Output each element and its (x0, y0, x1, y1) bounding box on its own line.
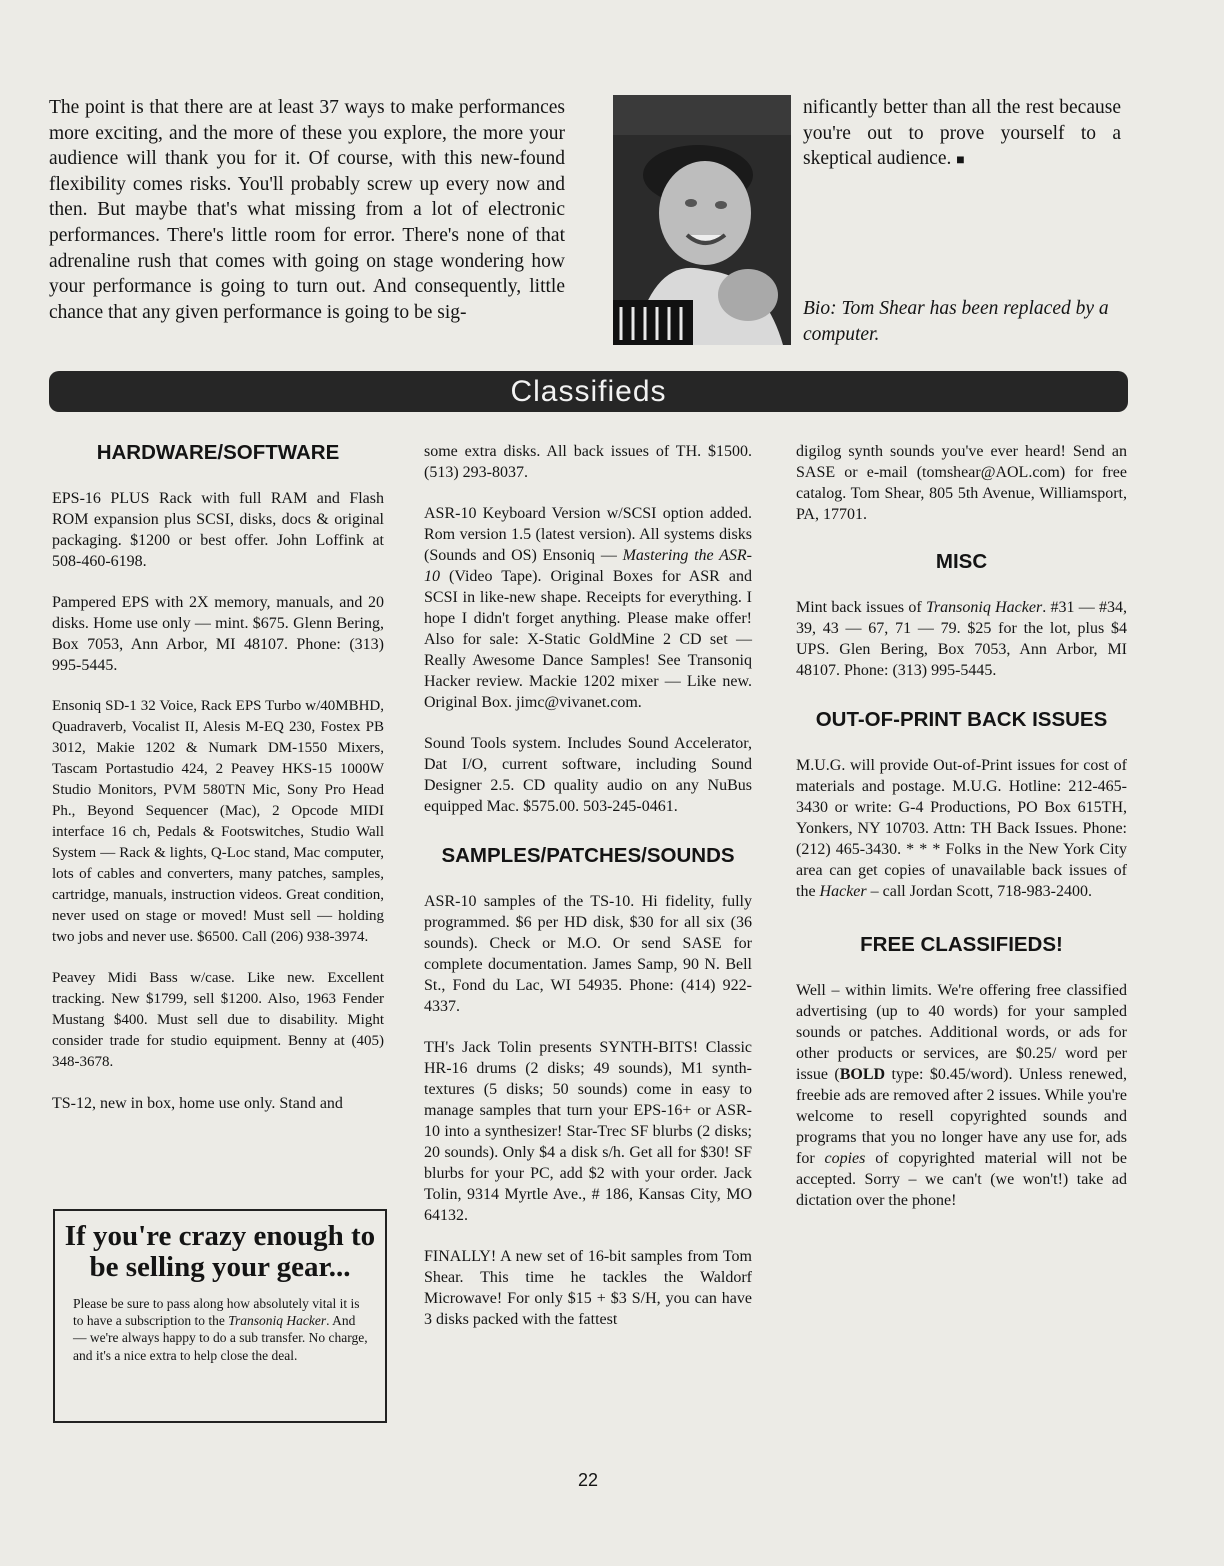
classified-ad: ASR-10 samples of the TS-10. Hi fidelity, fully programmed. $6 per HD disk, $30 for all six (36 sounds). Check or M.O. Or send SASE for complete documentation. James Samp, 90 N. Bell St., Fond du Lac, WI 54935. Phone: (414) 922-4337. (424, 893, 752, 1015)
free-text-a: Well – within limits. We're offering free classified advertising (up to 40 words) for your sampled sounds or patches. Additional words, or ads for other products or services, are $0.25/ word per issue ( (796, 982, 1127, 1083)
classified-ad (796, 755, 1127, 902)
heading-out-of-print: OUT-OF-PRINT BACK ISSUES (815, 708, 1108, 731)
heading-misc: MISC (935, 550, 988, 573)
classified-ad: FINALLY! A new set of 16-bit samples from Tom Shear. This time he tackles the Waldorf Microwave! For only $15 + $3 S/H, you can have 3 disks packed with the fattest (424, 1248, 752, 1328)
oop-text-a: M.U.G. will provide Out-of-Print issues for cost of materials and postage. M.U.G. Hotline: 212-465-3430 or write: G-4 Productions, PO Box 615TH, Yonkers, NY 10703. Attn: TH Back Issues. Phone: (212) 465-3430. * * * Folks in the New York City area can get copies of unavailable back issues of the (796, 757, 1127, 900)
free-text-italic: copies (824, 1150, 866, 1167)
free-text-b: type: $0.45/word). Unless renewed, freebie ads are removed after 2 issues. While you're welcome to resell copyrighted sounds and programs that you no longer have any use for, ads for (796, 1066, 1128, 1167)
box-text-b: . And — we're always happy to do a sub transfer. No charge, and it's a nice extra to help close the deal. (73, 1313, 368, 1363)
selling-gear-title: If you're crazy enough to be selling your gear... (64, 1220, 376, 1283)
oop-text-b: – call Jordan Scott, 718-983-2400. (866, 883, 1092, 900)
selling-gear-box (53, 1209, 387, 1423)
asr-text-a: ASR-10 Keyboard Version w/SCSI option added. Rom version 1.5 (latest version). All systems disks (Sounds and OS) Ensoniq — (424, 505, 752, 564)
free-text-c: of copyrighted material will not be accepted. Sorry – we can't (we won't!) take ad dictation over the phone! (796, 1150, 1127, 1209)
misc-text-a: Mint back issues of (796, 599, 926, 616)
classified-ad: Ensoniq SD-1 32 Voice, Rack EPS Turbo w/40MBHD, Quadraverb, Vocalist II, Alesis M-EQ 230, Fostex PB 3012, Makie 1202 & Numark DM-1550 Mixers, Tascam Portastudio 424, 2 Peavey HKS-15 1000W Studio Monitors, PVM 580TN Mic, Sony Pro Head Ph., Beyond Sequencer (Mac), 2 Opcode MIDI interface 16 ch, Pedals & Footswitches, Studio Wall System — Rack & lights, Q-Loc stand, Mac computer, lots of cables and converters, many patches, samples, cartridge, manuals, instruction videos. Great condition, never used on stage or moved! Must sell — holding two jobs and never use. $6500. Call (206) 938-3974. (52, 698, 384, 945)
box-text-italic: Transoniq Hacker (228, 1313, 327, 1329)
asr-text-b: (Video Tape). Original Boxes for ASR and SCSI in like-new shape. Receipts for everything. I hope I didn't forget anything. Please make offer! Also for sale: X-Static GoldMine 2 CD set — Really Awesome Dance Samples! See Transoniq Hacker review. Mackie 1202 mixer — Like new. Original Box. jimc@vivanet.com. (424, 568, 752, 711)
classifieds-banner: Classifieds (49, 371, 1128, 412)
intro-continuation (803, 95, 1121, 174)
classified-ad: Peavey Midi Bass w/case. Like new. Excellent tracking. New $1799, sell $1200. Also, 1963 Fender Mustang $400. Must sell due to disability. Might consider trade for studio equipment. Benny at (405) 348-3678. (52, 970, 384, 1070)
author-photo (613, 95, 791, 345)
misc-text-italic: Transoniq Hacker (925, 599, 1043, 616)
classified-ad (424, 503, 752, 713)
free-text-bold: BOLD (839, 1066, 886, 1083)
heading-hardware-software: HARDWARE/SOFTWARE (96, 441, 340, 464)
author-bio: Bio: Tom Shear has been replaced by a computer. (803, 298, 1109, 345)
classified-ad: some extra disks. All back issues of TH. $1500. (513) 293-8037. (424, 443, 752, 481)
heading-samples-patches-sounds: SAMPLES/PATCHES/SOUNDS (441, 844, 735, 867)
classified-ad (796, 980, 1127, 1211)
classified-ad: Pampered EPS with 2X memory, manuals, and 20 disks. Home use only — mint. $675. Glenn Bering, Box 7053, Ann Arbor, MI 48107. Phone: (313) 995-5445. (52, 594, 384, 674)
page-number: 22 (577, 1470, 599, 1490)
classified-ad: EPS-16 PLUS Rack with full RAM and Flash ROM expansion plus SCSI, disks, docs & original packaging. $1200 or best offer. John Loffink at 508-460-6198. (52, 490, 384, 570)
classified-ad: TS-12, new in box, home use only. Stand and (52, 1095, 343, 1112)
column-hardware (52, 440, 384, 1134)
classified-ad: TH's Jack Tolin presents SYNTH-BITS! Classic HR-16 drums (2 disks; 49 sounds), M1 synth-textures (5 disks; 50 sounds) come in easy to manage samples that turn your EPS-16+ or ASR-10 into a synthesizer! Star-Trec SF blurbs (2 disks; 20 sounds). Only $4 a disk s/h. Get all for $30! SF blurbs for your PC, add $2 with your order. Jack Tolin, 9314 Myrtle Ave., # 186, Kansas City, MO 64132. (424, 1039, 752, 1224)
misc-text-b: . #31 — #34, 39, 43 — 67, 71 — 79. $25 for the lot, plus $4 UPS. Glen Bering, Box 7053, Ann Arbor, MI 48107. Phone: (313) 995-5445. (796, 599, 1127, 679)
asr-text-italic: Mastering the ASR-10 (424, 547, 753, 585)
classified-ad: Sound Tools system. Includes Sound Accelerator, Dat I/O, current software, including Sound Designer 2.5. CD quality audio on any NuBus equipped Mac. $575.00. 503-245-0461. (424, 735, 752, 815)
continuation-text: nificantly better than all the rest because you're out to prove yourself to a skeptical audience. (803, 97, 1121, 170)
selling-gear-text (55, 1295, 385, 1364)
end-mark: ■ (956, 153, 965, 169)
column-samples (424, 441, 752, 1350)
oop-text-italic: Hacker (819, 883, 867, 900)
column-misc (796, 441, 1127, 1231)
intro-paragraph: The point is that there are at least 37 ways to make performances more exciting, and the more of these you explore, the more your audience will thank you for it. Of course, with this new-found flexibility comes risks. You'll probably screw up every now and then. But maybe that's what missing from a lot of electronic performances. There's little room for error. There's none of that adrenaline rush that comes with going on stage wondering how your performance is going to turn out. And consequently, little chance that any given performance is going to be sig- (49, 97, 565, 323)
classified-ad (796, 597, 1127, 681)
heading-free-classifieds: FREE CLASSIFIEDS! (860, 933, 1063, 956)
classified-ad: digilog synth sounds you've ever heard! Send an SASE or e-mail (tomshear@AOL.com) for free catalog. Tom Shear, 805 5th Avenue, Williamsport, PA, 17701. (796, 443, 1127, 523)
box-text-a: Please be sure to pass along how absolutely vital it is to have a subscription to the (73, 1296, 360, 1329)
